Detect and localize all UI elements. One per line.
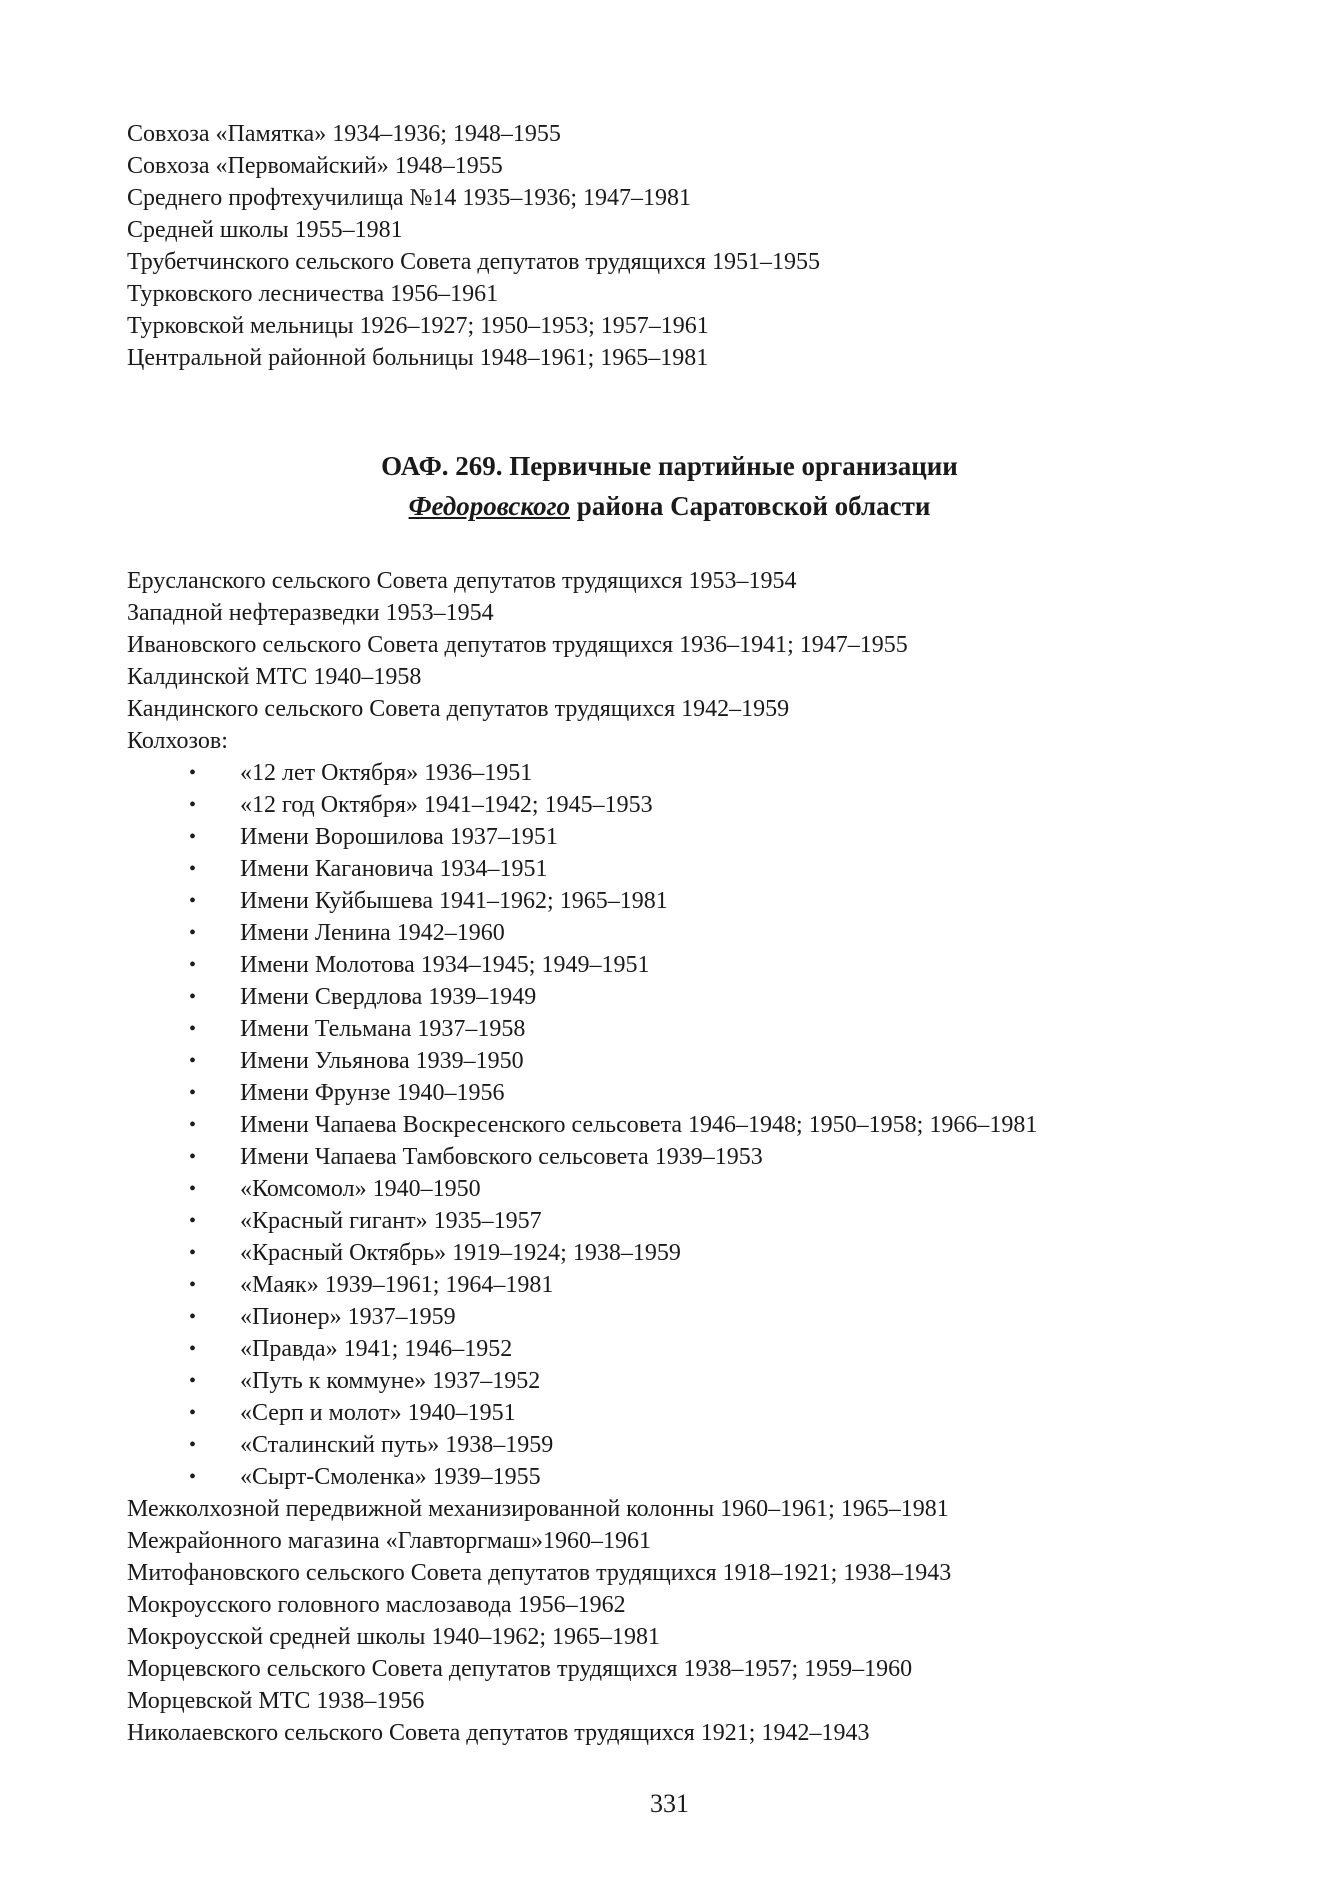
list-item: Средней школы 1955–1981 bbox=[127, 217, 403, 243]
kolkhoz-list-item: «Путь к коммуне» 1937–1952 bbox=[240, 1368, 541, 1394]
bullet-icon: • bbox=[189, 1146, 197, 1168]
list-item: Центральной районной больницы 1948–1961; 1965–1981 bbox=[127, 345, 709, 371]
kolkhoz-list-item: «Сырт-Смоленка» 1939–1955 bbox=[240, 1464, 541, 1490]
list-item: Митофановского сельского Совета депутатов трудящихся 1918–1921; 1938–1943 bbox=[127, 1560, 952, 1586]
kolkhoz-list-item: Имени Фрунзе 1940–1956 bbox=[240, 1080, 505, 1106]
kolkhoz-list-item: «Пионер» 1937–1959 bbox=[240, 1304, 456, 1330]
kolkhoz-list-item: Имени Чапаева Тамбовского сельсовета 1939–1953 bbox=[240, 1144, 763, 1170]
list-item: Среднего профтехучилища №14 1935–1936; 1947–1981 bbox=[127, 185, 692, 211]
list-item: Морцевской МТС 1938–1956 bbox=[127, 1688, 425, 1714]
kolkhoz-list-item: «Маяк» 1939–1961; 1964–1981 bbox=[240, 1272, 554, 1298]
bullet-icon: • bbox=[189, 1050, 197, 1072]
bullet-icon: • bbox=[189, 1178, 197, 1200]
kolkhoz-list-item: «Сталинский путь» 1938–1959 bbox=[240, 1432, 554, 1458]
section-heading-line1: ОАФ. 269. Первичные партийные организации bbox=[381, 451, 958, 481]
bullet-icon: • bbox=[189, 1210, 197, 1232]
bullet-icon: • bbox=[189, 1466, 197, 1488]
district-name: Федоровского bbox=[408, 491, 571, 521]
bullet-icon: • bbox=[189, 1402, 197, 1424]
kolkhoz-list-item: «Серп и молот» 1940–1951 bbox=[240, 1400, 516, 1426]
bullet-icon: • bbox=[189, 1082, 197, 1104]
kolkhoz-list-item: «Красный Октябрь» 1919–1924; 1938–1959 bbox=[240, 1240, 681, 1266]
bullet-icon: • bbox=[189, 1114, 197, 1136]
list-item: Турковской мельницы 1926–1927; 1950–1953; 1957–1961 bbox=[127, 313, 709, 339]
kolkhoz-list-item: «12 год Октября» 1941–1942; 1945–1953 bbox=[240, 792, 653, 818]
list-item: Совхоза «Памятка» 1934–1936; 1948–1955 bbox=[127, 121, 561, 147]
bullet-icon: • bbox=[189, 890, 197, 912]
list-item: Кандинского сельского Совета депутатов трудящихся 1942–1959 bbox=[127, 696, 790, 722]
bullet-icon: • bbox=[189, 794, 197, 816]
kolkhoz-list-item: Имени Ленина 1942–1960 bbox=[240, 920, 505, 946]
list-item: Турковского лесничества 1956–1961 bbox=[127, 281, 499, 307]
bullet-icon: • bbox=[189, 826, 197, 848]
list-item: Мокроусского головного маслозавода 1956–1962 bbox=[127, 1592, 626, 1618]
kolkhoz-list-item: «Красный гигант» 1935–1957 bbox=[240, 1208, 542, 1234]
kolkhoz-list-label: Колхозов: bbox=[127, 728, 228, 754]
list-item: Мокроусской средней школы 1940–1962; 1965–1981 bbox=[127, 1624, 660, 1650]
section-heading-line2 bbox=[0, 486, 1339, 526]
list-item: Николаевского сельского Совета депутатов трудящихся 1921; 1942–1943 bbox=[127, 1720, 870, 1746]
kolkhoz-list-item: Имени Тельмана 1937–1958 bbox=[240, 1016, 526, 1042]
bullet-icon: • bbox=[189, 1274, 197, 1296]
kolkhoz-list-item: Имени Ульянова 1939–1950 bbox=[240, 1048, 524, 1074]
list-item: Морцевского сельского Совета депутатов трудящихся 1938–1957; 1959–1960 bbox=[127, 1656, 913, 1682]
bullet-icon: • bbox=[189, 1338, 197, 1360]
list-item: Еруслaнского сельского Совета депутатов трудящихся 1953–1954 bbox=[127, 568, 797, 594]
kolkhoz-list-item: Имени Куйбышева 1941–1962; 1965–1981 bbox=[240, 888, 668, 914]
bullet-icon: • bbox=[189, 858, 197, 880]
list-item: Западной нефтеразведки 1953–1954 bbox=[127, 600, 494, 626]
kolkhoz-list-item: «Правда» 1941; 1946–1952 bbox=[240, 1336, 513, 1362]
kolkhoz-list-item: Имени Чапаева Воскресенского сельсовета 1946–1948; 1950–1958; 1966–1981 bbox=[240, 1112, 1038, 1138]
list-item: Межколхозной передвижной механизированной колонны 1960–1961; 1965–1981 bbox=[127, 1496, 949, 1522]
bullet-icon: • bbox=[189, 1370, 197, 1392]
list-item: Совхоза «Первомайский» 1948–1955 bbox=[127, 153, 503, 179]
kolkhoz-list-item: Имени Свердлова 1939–1949 bbox=[240, 984, 537, 1010]
bullet-icon: • bbox=[189, 954, 197, 976]
kolkhoz-list-item: Имени Молотова 1934–1945; 1949–1951 bbox=[240, 952, 650, 978]
page-number: 331 bbox=[650, 1789, 689, 1818]
list-item: Трубетчинского сельского Совета депутатов трудящихся 1951–1955 bbox=[127, 249, 820, 275]
bullet-icon: • bbox=[189, 922, 197, 944]
bullet-icon: • bbox=[189, 1306, 197, 1328]
kolkhoz-list-item: Имени Кагановича 1934–1951 bbox=[240, 856, 548, 882]
bullet-icon: • bbox=[189, 1242, 197, 1264]
bullet-icon: • bbox=[189, 986, 197, 1008]
list-item: Ивановского сельского Совета депутатов трудящихся 1936–1941; 1947–1955 bbox=[127, 632, 908, 658]
kolkhoz-list-item: «12 лет Октября» 1936–1951 bbox=[240, 760, 533, 786]
list-item: Калдинской МТС 1940–1958 bbox=[127, 664, 422, 690]
section-heading-rest: района Саратовской области bbox=[570, 491, 931, 521]
bullet-icon: • bbox=[189, 762, 197, 784]
list-item: Межрайонного магазина «Главторгмаш»1960–1961 bbox=[127, 1528, 651, 1554]
bullet-icon: • bbox=[189, 1018, 197, 1040]
kolkhoz-list-item: Имени Ворошилова 1937–1951 bbox=[240, 824, 558, 850]
kolkhoz-list-item: «Комсомол» 1940–1950 bbox=[240, 1176, 481, 1202]
bullet-icon: • bbox=[189, 1434, 197, 1456]
